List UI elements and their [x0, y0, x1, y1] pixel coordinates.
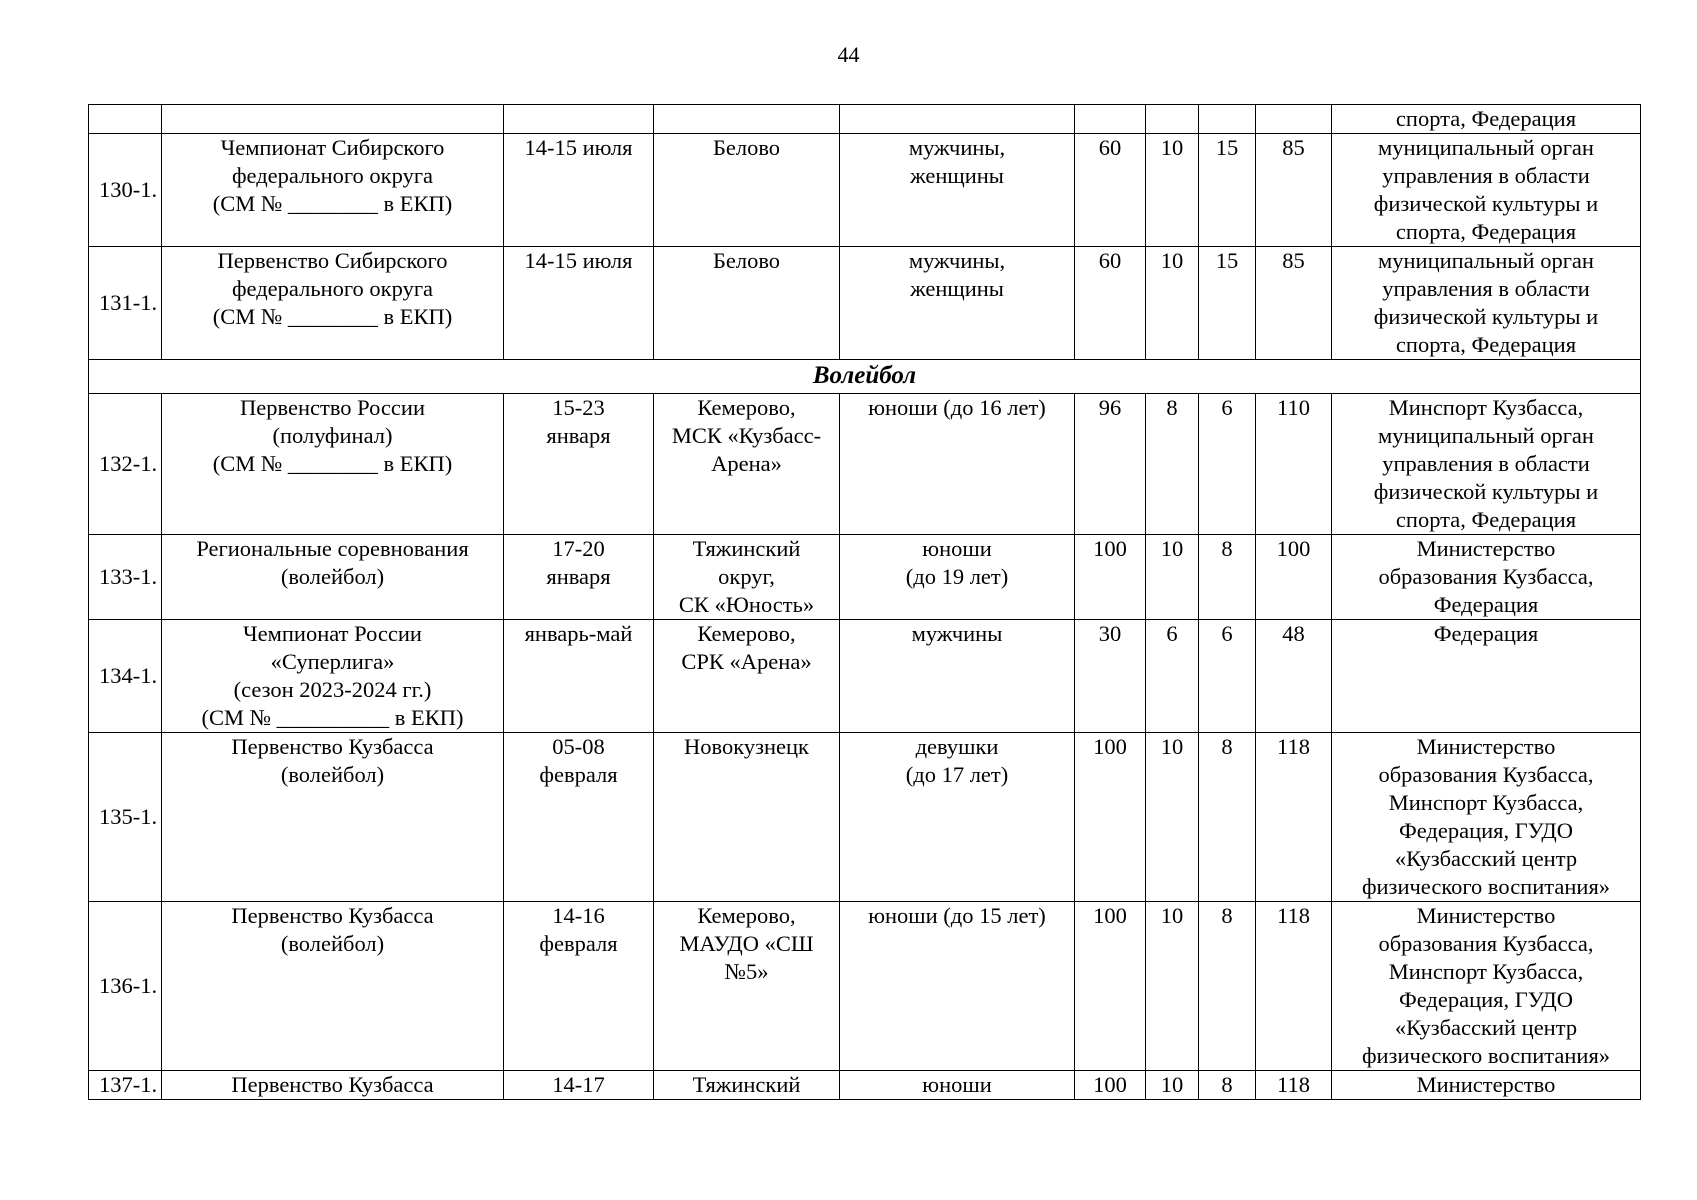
- participants-line: женщины: [910, 276, 1004, 301]
- event-name: [162, 902, 504, 1071]
- event-name: [162, 1071, 504, 1100]
- event-place-line: Белово: [712, 135, 781, 160]
- event-name-line: (СМ № ________ в ЕКП): [212, 191, 453, 216]
- count-total: [1256, 105, 1332, 134]
- organizers-line: управления в области: [1382, 163, 1590, 188]
- event-dates: [504, 535, 654, 620]
- organizers-line: муниципальный орган: [1378, 423, 1594, 448]
- organizers-line: спорта, Федерация: [1395, 332, 1577, 357]
- count-b: 6: [1146, 620, 1199, 733]
- event-place: [654, 105, 840, 134]
- participants: [840, 394, 1075, 535]
- organizers-line: Министерство: [1416, 903, 1556, 928]
- organizers-line: образования Кузбасса,: [1378, 564, 1594, 589]
- event-place: [654, 134, 840, 247]
- count-c: 8: [1199, 902, 1256, 1071]
- event-place-line: СРК «Арена»: [681, 649, 812, 674]
- event-place: [654, 535, 840, 620]
- count-total: 85: [1256, 134, 1332, 247]
- participants-line: мужчины: [911, 621, 1003, 646]
- organizers-line: спорта, Федерация: [1395, 219, 1577, 244]
- count-c: [1199, 105, 1256, 134]
- event-name-line: (волейбол): [280, 931, 385, 956]
- event-place-line: Кемерово,: [697, 395, 796, 420]
- event-name-line: (волейбол): [280, 762, 385, 787]
- organizers-line: Минспорт Кузбасса,: [1388, 790, 1584, 815]
- participants: [840, 535, 1075, 620]
- event-dates: [504, 134, 654, 247]
- count-a: 96: [1075, 394, 1146, 535]
- organizers-line: спорта, Федерация: [1395, 106, 1577, 131]
- participants-line: (до 19 лет): [905, 564, 1009, 589]
- participants-line: юноши: [922, 536, 992, 561]
- section-header-row: [89, 360, 1641, 394]
- participants-line: юноши: [922, 1072, 992, 1097]
- event-name-line: Региональные соревнования: [196, 536, 469, 561]
- count-a: [1075, 105, 1146, 134]
- participants: [840, 247, 1075, 360]
- participants-line: (до 17 лет): [905, 762, 1009, 787]
- participants-line: мужчины,: [908, 135, 1006, 160]
- participants-line: юноши (до 15 лет): [868, 903, 1046, 928]
- row-number: 135-1.: [89, 733, 162, 902]
- event-name: [162, 394, 504, 535]
- event-place: [654, 247, 840, 360]
- table-row: [89, 134, 1641, 247]
- event-dates-line: 14-17: [552, 1072, 605, 1097]
- organizers-line: физической культуры и: [1373, 479, 1599, 504]
- row-number: 130-1.: [89, 134, 162, 247]
- event-name-line: (сезон 2023-2024 гг.): [233, 677, 432, 702]
- event-place-line: Тяжинский: [692, 1072, 801, 1097]
- participants: [840, 902, 1075, 1071]
- row-number: 136-1.: [89, 902, 162, 1071]
- organizers-line: Министерство: [1416, 734, 1556, 759]
- organizers: [1332, 733, 1641, 902]
- count-total: 100: [1256, 535, 1332, 620]
- event-dates: [504, 105, 654, 134]
- event-dates-line: января: [546, 564, 611, 589]
- event-name-line: (СМ № ________ в ЕКП): [212, 451, 453, 476]
- event-dates: [504, 394, 654, 535]
- count-a: 60: [1075, 247, 1146, 360]
- participants-line: женщины: [910, 163, 1004, 188]
- participants: [840, 1071, 1075, 1100]
- count-total: 85: [1256, 247, 1332, 360]
- table-row: [89, 733, 1641, 902]
- event-name-line: (полуфинал): [272, 423, 393, 448]
- event-name-line: Первенство Кузбасса: [231, 1072, 434, 1097]
- count-total: 118: [1256, 902, 1332, 1071]
- event-dates-line: февраля: [539, 762, 618, 787]
- count-c: 8: [1199, 1071, 1256, 1100]
- organizers-line: управления в области: [1382, 451, 1590, 476]
- event-name-line: Первенство Кузбасса: [231, 734, 434, 759]
- organizers-line: «Кузбасский центр: [1394, 846, 1578, 871]
- organizers-line: муниципальный орган: [1378, 248, 1594, 273]
- event-place: [654, 733, 840, 902]
- event-dates-line: 17-20: [552, 536, 605, 561]
- count-total: 110: [1256, 394, 1332, 535]
- organizers: [1332, 394, 1641, 535]
- participants: [840, 105, 1075, 134]
- organizers-line: физической культуры и: [1373, 191, 1599, 216]
- event-place-line: Новокузнецк: [684, 734, 809, 759]
- event-name-line: (волейбол): [280, 564, 385, 589]
- organizers: [1332, 134, 1641, 247]
- event-name: [162, 247, 504, 360]
- organizers-line: физического воспитания»: [1361, 874, 1611, 899]
- row-number: 134-1.: [89, 620, 162, 733]
- count-total: 118: [1256, 1071, 1332, 1100]
- event-dates: [504, 902, 654, 1071]
- event-place: [654, 902, 840, 1071]
- event-place-line: Тяжинский: [692, 536, 801, 561]
- organizers: [1332, 620, 1641, 733]
- event-place-line: №5»: [724, 959, 769, 984]
- event-name: [162, 733, 504, 902]
- organizers-line: муниципальный орган: [1378, 135, 1594, 160]
- count-total: 118: [1256, 733, 1332, 902]
- count-b: 10: [1146, 733, 1199, 902]
- competition-schedule-table: [88, 104, 1641, 1100]
- event-dates-line: февраля: [539, 931, 618, 956]
- organizers: [1332, 105, 1641, 134]
- event-name-line: Первенство Кузбасса: [231, 903, 434, 928]
- count-a: 60: [1075, 134, 1146, 247]
- event-name-line: Чемпионат Сибирского: [220, 135, 445, 160]
- organizers: [1332, 902, 1641, 1071]
- count-c: 8: [1199, 733, 1256, 902]
- event-name: [162, 134, 504, 247]
- page-number: 44: [837, 42, 860, 67]
- event-dates: [504, 733, 654, 902]
- table-row: [89, 394, 1641, 535]
- event-place-line: Белово: [712, 248, 781, 273]
- row-number: 132-1.: [89, 394, 162, 535]
- event-place-line: Кемерово,: [697, 621, 796, 646]
- organizers: [1332, 1071, 1641, 1100]
- event-place-line: Арена»: [711, 451, 782, 476]
- event-name-line: Первенство Сибирского: [217, 248, 448, 273]
- event-dates: [504, 247, 654, 360]
- organizers-line: «Кузбасский центр: [1394, 1015, 1578, 1040]
- table-row: [89, 1071, 1641, 1100]
- organizers-line: физической культуры и: [1373, 304, 1599, 329]
- table-row: [89, 535, 1641, 620]
- participants-line: мужчины,: [908, 248, 1006, 273]
- participants: [840, 733, 1075, 902]
- row-number: 131-1.: [89, 247, 162, 360]
- event-name-line: федерального округа: [231, 163, 434, 188]
- organizers-line: Федерация: [1433, 592, 1539, 617]
- event-dates: [504, 620, 654, 733]
- participants-line: девушки: [915, 734, 999, 759]
- event-name-line: «Суперлига»: [270, 649, 395, 674]
- event-dates-line: января: [546, 423, 611, 448]
- organizers-line: Минспорт Кузбасса,: [1388, 959, 1584, 984]
- count-c: 8: [1199, 535, 1256, 620]
- event-name-line: (СМ № __________ в ЕКП): [201, 705, 464, 730]
- table-row: [89, 902, 1641, 1071]
- event-name-line: Чемпионат России: [243, 621, 422, 646]
- organizers-line: спорта, Федерация: [1395, 507, 1577, 532]
- organizers-line: Федерация, ГУДО: [1398, 818, 1574, 843]
- table-row: [89, 620, 1641, 733]
- row-number: 133-1.: [89, 535, 162, 620]
- event-name-line: (СМ № ________ в ЕКП): [212, 304, 453, 329]
- count-a: 100: [1075, 902, 1146, 1071]
- event-place: [654, 394, 840, 535]
- event-place-line: округ,: [718, 564, 775, 589]
- event-place-line: СК «Юность»: [678, 592, 815, 617]
- count-c: 6: [1199, 394, 1256, 535]
- event-place-line: МАУДО «СШ: [679, 931, 814, 956]
- event-dates-line: 14-16: [552, 903, 605, 928]
- count-b: 10: [1146, 134, 1199, 247]
- organizers-line: Министерство: [1416, 536, 1556, 561]
- event-name: [162, 535, 504, 620]
- event-dates-line: январь-май: [524, 621, 633, 646]
- count-a: 100: [1075, 733, 1146, 902]
- count-total: 48: [1256, 620, 1332, 733]
- organizers-line: Минспорт Кузбасса,: [1388, 395, 1584, 420]
- count-a: 100: [1075, 1071, 1146, 1100]
- section-title: Волейбол: [89, 360, 1641, 394]
- organizers-line: физического воспитания»: [1361, 1043, 1611, 1068]
- table-row: [89, 105, 1641, 134]
- organizers-line: Министерство: [1416, 1072, 1556, 1097]
- count-a: 30: [1075, 620, 1146, 733]
- participants: [840, 134, 1075, 247]
- event-dates: [504, 1071, 654, 1100]
- event-place-line: Кемерово,: [697, 903, 796, 928]
- participants-line: юноши (до 16 лет): [868, 395, 1046, 420]
- event-dates-line: 14-15 июля: [524, 248, 633, 273]
- event-name: [162, 105, 504, 134]
- count-b: 10: [1146, 1071, 1199, 1100]
- organizers-line: Федерация, ГУДО: [1398, 987, 1574, 1012]
- event-dates-line: 05-08: [552, 734, 605, 759]
- table-row: [89, 247, 1641, 360]
- organizers-line: Федерация: [1433, 621, 1539, 646]
- organizers-line: образования Кузбасса,: [1378, 931, 1594, 956]
- row-number: 137-1.: [89, 1071, 162, 1100]
- organizers: [1332, 247, 1641, 360]
- event-place: [654, 1071, 840, 1100]
- event-dates-line: 14-15 июля: [524, 135, 633, 160]
- row-number: [89, 105, 162, 134]
- event-name-line: федерального округа: [231, 276, 434, 301]
- event-dates-line: 15-23: [552, 395, 605, 420]
- count-c: 15: [1199, 134, 1256, 247]
- count-b: 10: [1146, 247, 1199, 360]
- count-b: [1146, 105, 1199, 134]
- event-name: [162, 620, 504, 733]
- count-c: 15: [1199, 247, 1256, 360]
- count-b: 10: [1146, 535, 1199, 620]
- organizers: [1332, 535, 1641, 620]
- organizers-line: образования Кузбасса,: [1378, 762, 1594, 787]
- organizers-line: управления в области: [1382, 276, 1590, 301]
- event-place: [654, 620, 840, 733]
- event-name-line: Первенство России: [240, 395, 425, 420]
- count-c: 6: [1199, 620, 1256, 733]
- count-b: 10: [1146, 902, 1199, 1071]
- event-place-line: МСК «Кузбасс-: [671, 423, 822, 448]
- count-a: 100: [1075, 535, 1146, 620]
- count-b: 8: [1146, 394, 1199, 535]
- participants: [840, 620, 1075, 733]
